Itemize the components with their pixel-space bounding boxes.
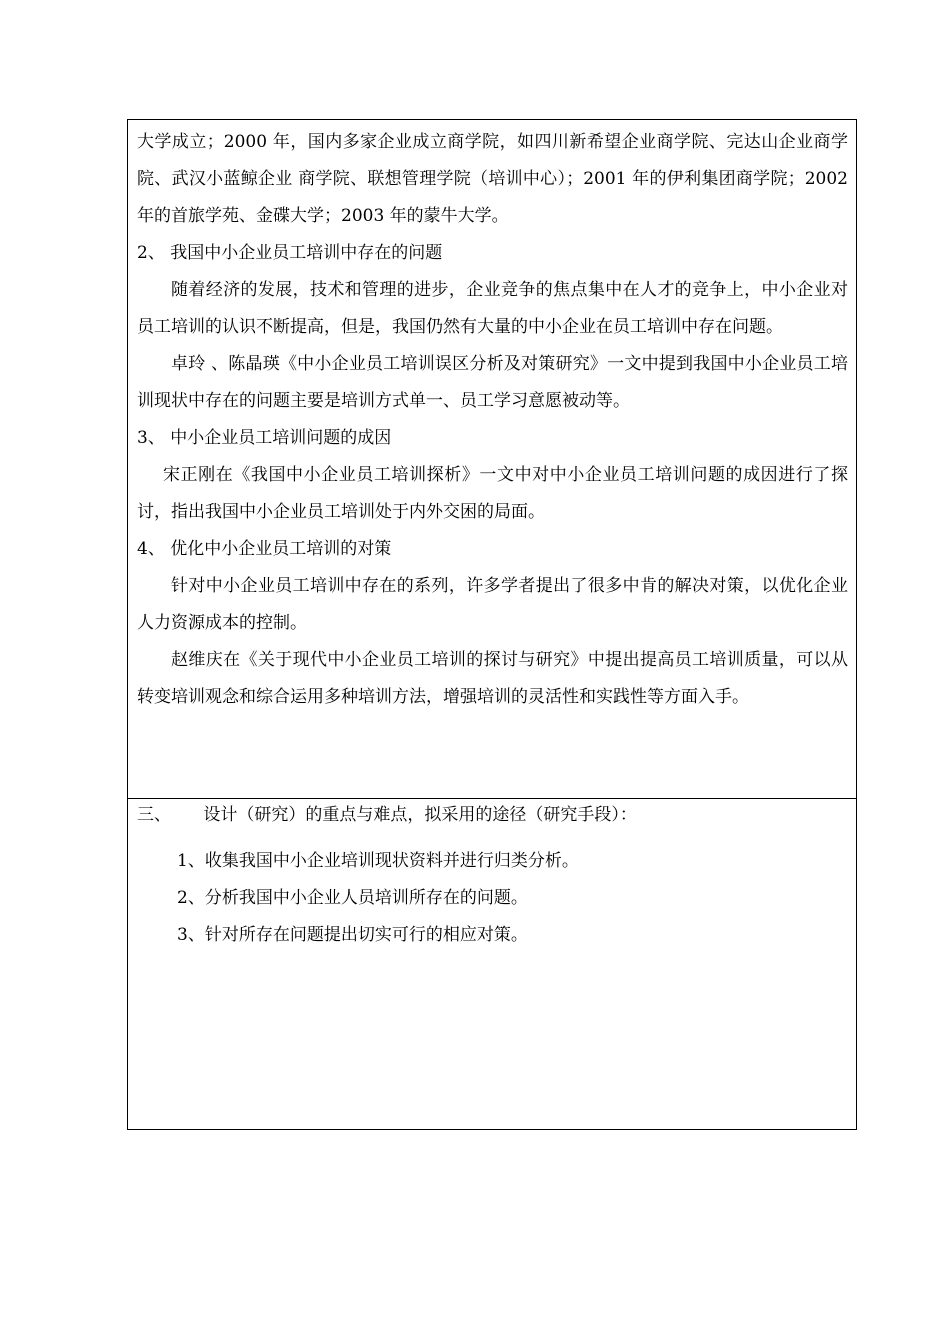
approach-list [137, 843, 848, 954]
research-approach-cell [128, 799, 856, 1129]
paragraph-issues-citation: 卓玲 、陈晶瑛《中小企业员工培训误区分析及对策研究》一文中提到我国中小企业员工培训现状中存在的问题主要是培训方式单一、员工学习意愿被动等。 [137, 354, 848, 411]
list-item: 2、分析我国中小企业人员培训所存在的问题。 [177, 888, 528, 908]
paragraph-causes: 宋正刚在《我国中小企业员工培训探析》一文中对中小企业员工培训问题的成因进行了探讨，指出我国中小企业员工培训处于内外交困的局面。 [137, 465, 848, 522]
paragraph-countermeasures-intro: 针对中小企业员工培训中存在的系列，许多学者提出了很多中肯的解决对策，以优化企业人力资源成本的控制。 [137, 576, 848, 633]
heading-issues: 2、 我国中小企业员工培训中存在的问题 [137, 243, 443, 263]
proposal-form-table [127, 119, 857, 1130]
list-item: 1、收集我国中小企业培训现状资料并进行归类分析。 [177, 851, 579, 871]
list-item: 3、针对所存在问题提出切实可行的相应对策。 [177, 925, 528, 945]
section-three-title: 三、 设计（研究）的重点与难点，拟采用的途径（研究手段）： [137, 805, 637, 825]
paragraph-continued: 大学成立；2000 年，国内多家企业成立商学院，如四川新希望企业商学院、完达山企业商学院、武汉小蓝鲸企业 商学院、联想管理学院（培训中心）；2001 年的伊利集团商学院；2002 年的首旅学苑、金碟大学；2003 年的蒙牛大学。 [137, 132, 848, 226]
paragraph-countermeasures-citation: 赵维庆在《关于现代中小企业员工培训的探讨与研究》中提出提高员工培训质量，可以从转变培训观念和综合运用多种培训方法，增强培训的灵活性和实践性等方面入手。 [137, 650, 848, 707]
heading-countermeasures: 4、 优化中小企业员工培训的对策 [137, 539, 392, 559]
paragraph-issues-intro: 随着经济的发展，技术和管理的进步，企业竞争的焦点集中在人才的竞争上，中小企业对员工培训的认识不断提高，但是，我国仍然有大量的中小企业在员工培训中存在问题。 [137, 280, 848, 337]
literature-review-cell [128, 120, 856, 799]
heading-causes: 3、 中小企业员工培训问题的成因 [137, 428, 392, 448]
